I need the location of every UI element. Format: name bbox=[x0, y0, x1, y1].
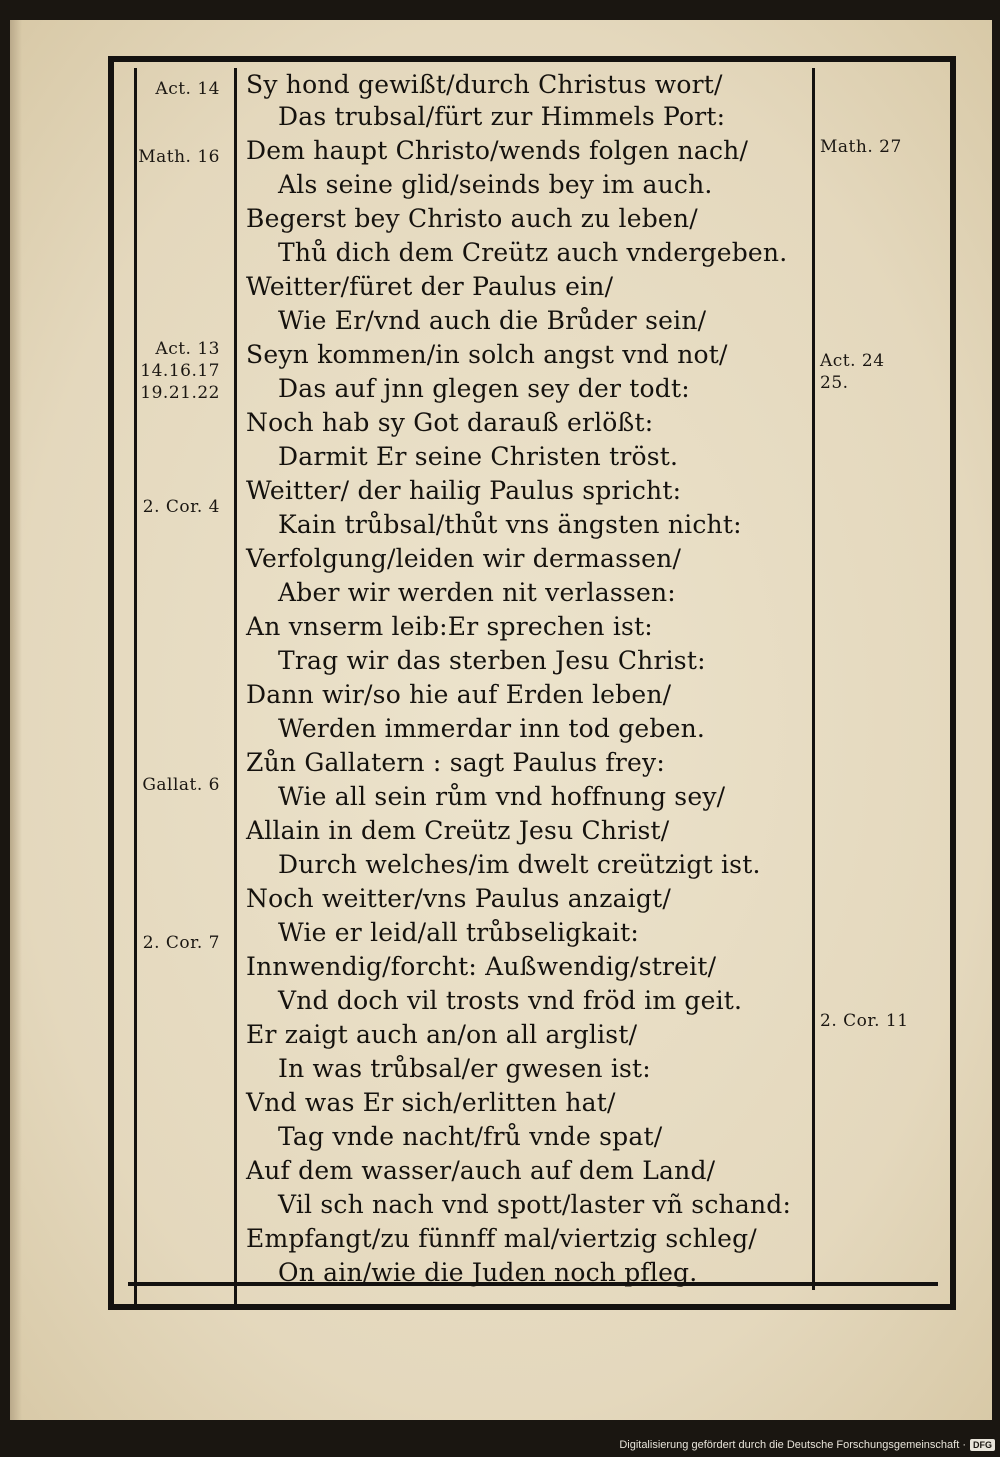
verse-line: Das trubsal/fürt zur Himmels Port: bbox=[278, 102, 726, 131]
text-column-right-rule bbox=[812, 68, 815, 1290]
margin-note-left: Gallat. 6 bbox=[142, 775, 220, 795]
margin-note-left: Math. 16 bbox=[138, 147, 220, 167]
verse-line: Als seine glid/seinds bey im auch. bbox=[278, 170, 713, 199]
verse-line: Kain trůbsal/thůt vns ängsten nicht: bbox=[278, 510, 742, 539]
verse-line: Vnd doch vil trosts vnd fröd im geit. bbox=[278, 986, 743, 1015]
verse-line: Sy hond gewißt/durch Christus wort/ bbox=[246, 70, 723, 99]
verse-line: Vil sch nach vnd spott/laster vñ schand: bbox=[278, 1190, 792, 1219]
verse-line: Seyn kommen/in solch angst vnd not/ bbox=[246, 340, 728, 369]
margin-note-left: 2. Cor. 7 bbox=[142, 933, 220, 953]
verse-line: Werden immerdar inn tod geben. bbox=[278, 714, 706, 743]
verse-line: Zůn Gallatern : sagt Paulus frey: bbox=[246, 748, 665, 777]
verse-line: Verfolgung/leiden wir dermassen/ bbox=[246, 544, 682, 573]
margin-note-right: 2. Cor. 11 bbox=[820, 1011, 909, 1031]
verse-line: Das auf jnn glegen sey der todt: bbox=[278, 374, 690, 403]
book-page bbox=[10, 20, 992, 1420]
verse-line: Wie all sein rům vnd hoffnung sey/ bbox=[278, 782, 726, 811]
margin-note-left: 2. Cor. 4 bbox=[142, 497, 220, 517]
verse-line: Noch hab sy Got darauß erlößt: bbox=[246, 408, 654, 437]
verse-line: Vnd was Er sich/erlitten hat/ bbox=[246, 1088, 616, 1117]
margin-note-right: Act. 24 25. bbox=[820, 351, 885, 393]
verse-line: Dann wir/so hie auf Erden leben/ bbox=[246, 680, 672, 709]
verse-line: Wie er leid/all trůbseligkait: bbox=[278, 918, 639, 947]
page-edge-shadow bbox=[10, 20, 22, 1420]
verse-line: Wie Er/vnd auch die Brůder sein/ bbox=[278, 306, 707, 335]
verse-line: Dem haupt Christo/wends folgen nach/ bbox=[246, 136, 749, 165]
digitization-credit bbox=[600, 1436, 995, 1454]
verse-line: Begerst bey Christo auch zu leben/ bbox=[246, 204, 698, 233]
verse-line: Auf dem wasser/auch auf dem Land/ bbox=[246, 1156, 716, 1185]
verse-line: An vnserm leib:Er sprechen ist: bbox=[246, 612, 653, 641]
verse-line: Empfangt/zu fünnff mal/viertzig schleg/ bbox=[246, 1224, 757, 1253]
digitization-credit-text: Digitalisierung gefördert durch die Deutsche Forschungsgemeinschaft · bbox=[619, 1439, 966, 1451]
verse-line: Darmit Er seine Christen tröst. bbox=[278, 442, 679, 471]
margin-note-left: Act. 14 bbox=[155, 79, 220, 99]
verse-line: Noch weitter/vns Paulus anzaigt/ bbox=[246, 884, 671, 913]
margin-note-right: Math. 27 bbox=[820, 137, 902, 157]
verse-line: In was trůbsal/er gwesen ist: bbox=[278, 1054, 651, 1083]
verse-line: Innwendig/forcht: Außwendig/streit/ bbox=[246, 952, 717, 981]
verse-line: Tag vnde nacht/frů vnde spat/ bbox=[278, 1122, 663, 1151]
dfg-logo: DFG bbox=[970, 1439, 995, 1451]
verse-line: Durch welches/im dwelt creützigt ist. bbox=[278, 850, 761, 879]
verse-line: On ain/wie die Juden noch pfleg. bbox=[278, 1258, 698, 1287]
text-column-left-rule bbox=[234, 68, 237, 1306]
verse-line: Er zaigt auch an/on all arglist/ bbox=[246, 1020, 638, 1049]
frame-inner-left-rule bbox=[134, 68, 137, 1306]
verse-line: Aber wir werden nit verlassen: bbox=[278, 578, 676, 607]
verse-line: Weitter/füret der Paulus ein/ bbox=[246, 272, 614, 301]
verse-line: Weitter/ der hailig Paulus spricht: bbox=[246, 476, 682, 505]
verse-line: Thů dich dem Creütz auch vndergeben. bbox=[278, 238, 788, 267]
verse-line: Trag wir das sterben Jesu Christ: bbox=[278, 646, 706, 675]
margin-note-left: Act. 13 14.16.17 19.21.22 bbox=[140, 339, 220, 403]
verse-line: Allain in dem Creütz Jesu Christ/ bbox=[246, 816, 670, 845]
